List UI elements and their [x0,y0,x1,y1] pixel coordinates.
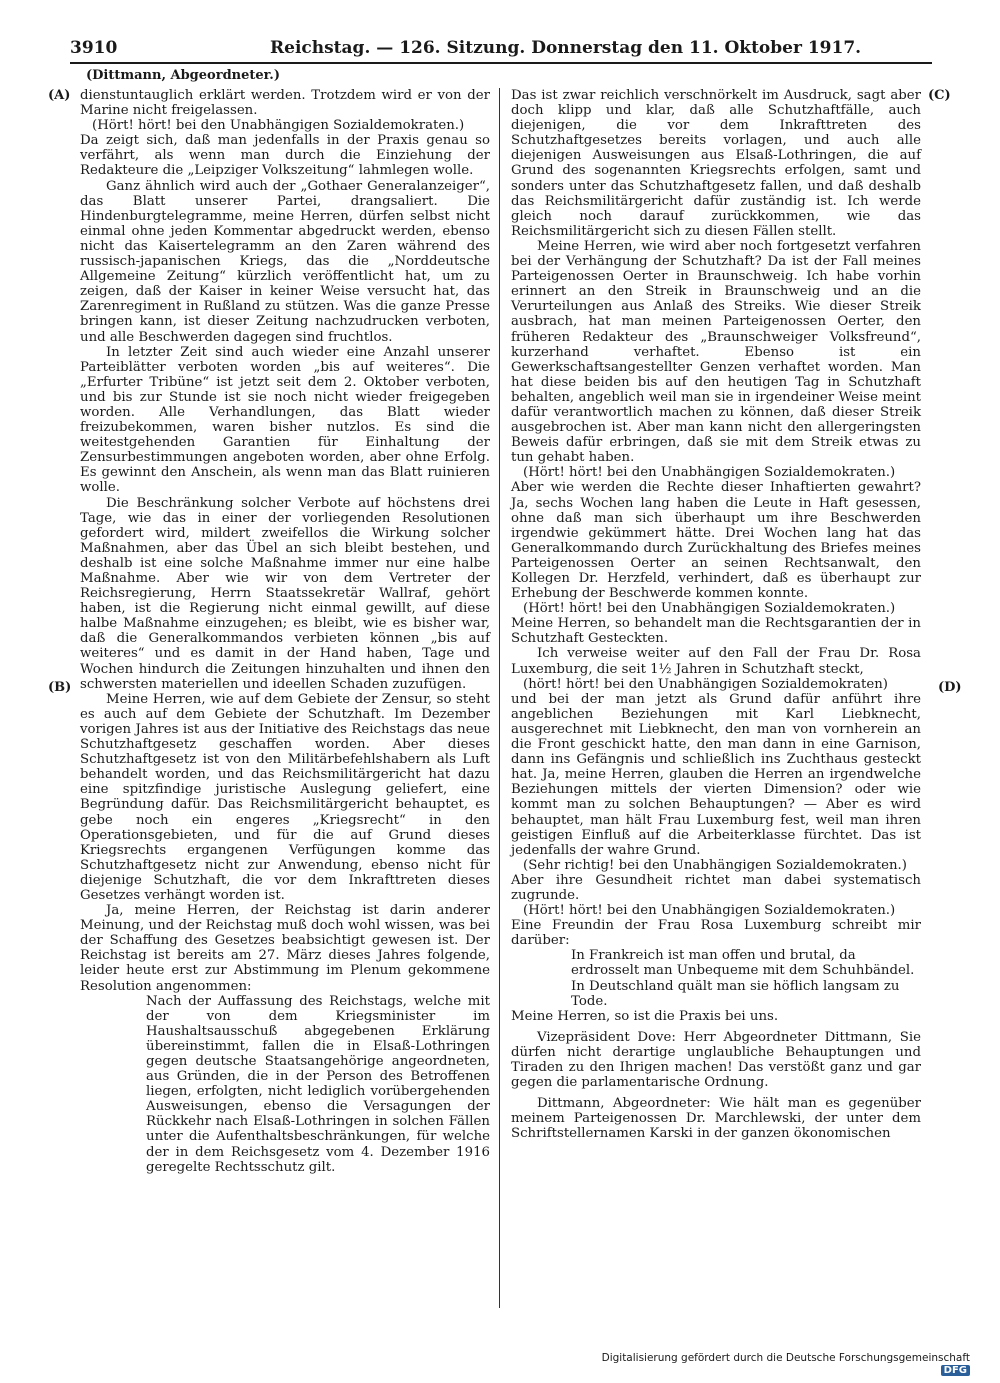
paragraph: Die Beschränkung solcher Verbote auf höchstens drei Tage, wie das in einer der vorliegenden Resolutionen gefordert wird, mildert zweifellos die Wirkung solcher Maßnahmen, aber das Übel an sich bleibt bestehen, und deshalb ist eine solche Maßnahme immer nur eine halbe Maßnahme. Aber wie wir von dem Vertreter der Reichsregierung, Herrn Staatssekretär Wallraf, gehört haben, ist die Regierung nicht einmal gewillt, auf diese halbe Maßnahme einzugehen; es bleibt, wie es bisher war, daß die Generalkommandos verbieten können „bis auf weiteres“ und es damit in der Hand haben, Tage und Wochen hindurch die Zeitungen hinzuhalten und ihnen den schwersten materiellen und ideellen Schaden zuzufügen. [80,495,490,692]
page-header [70,36,932,64]
resolution-quote: Nach der Auffassung des Reichstags, welche mit der von dem Kriegsminister im Haushaltsausschuß abgegebenen Erklärung übereinstimmt, fallen die in Elsaß-Lothringen gegen deutsche Staatsangehörige angeordneten, aus Gründen, die in der Person des Betroffenen liegen, erfolgten, nicht lediglich vorübergehenden Ausweisungen, ebenso die Versagungen der Rückkehr nach Elsaß-Lothringen in solchen Fällen unter die Aufenthaltsbeschränkungen, für welche der in dem Reichsgesetz vom 4. Dezember 1916 geregelte Rechtsschutz gilt. [146,993,490,1175]
right-column [511,88,921,1141]
interjection: (Sehr richtig! bei den Unabhängigen Sozialdemokraten.) [523,857,907,873]
vice-president-remark: Vizepräsident Dove: Herr Abgeordneter Dittmann, Sie dürfen nicht derartige unglaubliche Behauptungen und Tiraden zu den Ihrigen machen! Das verstößt ganz und gar gegen die parlamentarische Ordnung. [511,1029,921,1091]
paragraph: und bei der man jetzt als Grund dafür anführt ihre angeblichen Beziehungen mit Karl Liebknecht, ausgerechnet mit Liebknecht, den man von vornherein an die Front geschickt hatte, den man dann in eine Garnison, dann ins Gefängnis und schließlich ins Zuchthaus gesteckt hat. Ja, meine Herren, glauben die Herren an irgendwelche Beziehungen mittels der vierten Dimension? oder wie kommt man zu solchen Behauptungen? — Aber es wird behauptet, man hält Frau Luxemburg fest, weil man ihren geistigen Einfluß auf die Arbeiterklasse fürchtet. Das ist jedenfalls der wahre Grund. [511,691,921,858]
letter-quote: In Frankreich ist man offen und brutal, da erdrosselt man Unbequeme mit dem Schuhbändel. In Deutschland quält man sie höflich langsam zu Tode. [571,948,915,1009]
interjection: (Hört! hört! bei den Unabhängigen Sozialdemokraten.) [523,903,896,919]
paragraph: Meine Herren, so ist die Praxis bei uns. [511,1008,779,1024]
paragraph: Ja, meine Herren, der Reichstag ist darin anderer Meinung, und der Reichstag muß doch wohl wissen, was bei der Schaffung des Gesetzes beabsichtigt gewesen ist. Der Reichstag ist bereits am 27. März dieses Jahres folgende, leider heute erst zur Abstimmung im Plenum gekommene Resolution angenommen: [80,903,490,994]
paragraph: In letzter Zeit sind auch wieder eine Anzahl unserer Parteiblätter verboten worden „bis auf weiteres“. Die „Erfurter Tribüne“ ist jetzt seit dem 2. Oktober verboten, und bis zur Stunde ist sie noch nicht wieder freigegeben worden. Alle Verhandlungen, das Blatt wieder freizubekommen, waren bisher nutzlos. Es sind die weitestgehenden Garantien für Einhaltung der Zensurbestimmungen angeboten worden, aber ohne Erfolg. Es gewinnt den Anschein, als wenn man das Blatt ruinieren wolle. [80,344,490,496]
paragraph: dienstuntauglich erklärt werden. Trotzdem wird er von der Marine nicht freigelassen. [80,88,490,119]
paragraph: Ich verweise weiter auf den Fall der Frau Dr. Rosa Luxemburg, die seit 1½ Jahren in Schutzhaft steckt, [511,646,921,677]
footer-text: Digitalisierung gefördert durch die Deutsche Forschungsgemeinschaft [601,1352,970,1364]
running-head: Reichstag. — 126. Sitzung. Donnerstag den 11. Oktober 1917. [270,38,862,58]
paragraph: Eine Freundin der Frau Rosa Luxemburg schreibt mir darüber: [511,918,921,949]
margin-mark-a: (A) [48,88,71,103]
paragraph: Da zeigt sich, daß man jedenfalls in der Praxis genau so verfährt, als wenn man durch die Einziehung der Redakteure die „Leipziger Volkszeitung“ lahmlegen wolle. [80,133,490,179]
column-divider [499,88,500,1308]
interjection: (Hört! hört! bei den Unabhängigen Sozialdemokraten.) [523,465,896,481]
page-number: 3910 [70,38,118,58]
paragraph: Meine Herren, so behandelt man die Rechtsgarantien der in Schutzhaft Gesteckten. [511,616,921,647]
paragraph: Ganz ähnlich wird auch der „Gothaer Generalanzeiger“, das Blatt unserer Partei, drangsaliert. Die Hindenburgtelegramme, meine Herren, dürfen selbst nicht einmal ohne jeden Kommentar abgedruckt werden, ebenso nicht das Kaisertelegramm an den Zaren während des russisch-japanischen Kriegs, das die „Norddeutsche Allgemeine Zeitung“ kürzlich veröffentlicht hat, um zu zeigen, daß der Kaiser in keiner Weise versucht hat, das Zarenregiment in Rußland zu stützen. Was die ganze Presse bringen kann, ist dieser Zeitung nachzudrucken verboten, und alle Beschwerden dagegen sind fruchtlos. [80,178,490,345]
speaker-note: (Dittmann, Abgeordneter.) [86,68,280,83]
margin-mark-d: (D) [938,680,962,695]
left-column [80,88,490,1175]
paragraph: Aber wie werden die Rechte dieser Inhaftierten gewahrt? Ja, sechs Wochen lang haben die Leute in Haft gesessen, ohne daß man sich überhaupt um ihre Beschwerden irgendwie gekümmert hätte. Drei Wochen lang hat das Generalkommando durch Zurückhaltung des Briefes meines Parteigenossen Oerter an seinen Rechtsanwalt, den Kollegen Dr. Herzfeld, verhindert, daß es überhaupt zur Erhebung der Beschwerde kommen konnte. [511,480,921,602]
digitization-footer [600,1352,970,1376]
paragraph: Meine Herren, wie auf dem Gebiete der Zensur, so steht es auch auf dem Gebiete der Schutzhaft. Im Dezember vorigen Jahres ist aus der Initiative des Reichstags das neue Schutzhaftgesetz geschaffen worden. Aber dieses Schutzhaftgesetz ist von den Militärbefehlshabern als Luft behandelt worden, und das Reichsmilitärgericht hat dazu eine spitzfindige juristische Auslegung geliefert, eine Begründung dafür. Das Reichsmilitärgericht behauptet, es gebe noch ein engeres „Kriegsrecht“ in den Operationsgebieten, und für die auf Grund dieses Kriegsrechts ergangenen Verfügungen komme das Schutzhaftgesetz nicht zur Anwendung, ebenso nicht für diejenige Schutzhaft, die vor dem Inkrafttreten dieses Gesetzes verhängt worden ist. [80,691,490,903]
margin-mark-b: (B) [48,680,72,695]
interjection: (Hört! hört! bei den Unabhängigen Sozialdemokraten.) [92,118,465,134]
interjection: (Hört! hört! bei den Unabhängigen Sozialdemokraten.) [523,601,896,617]
paragraph: Das ist zwar reichlich verschnörkelt im Ausdruck, sagt aber doch klipp und klar, daß alle Schutzhaftfälle, auch diejenigen, die vor dem Inkrafttreten des Schutzhaftgesetzes bereits vorlagen, und auch alle diejenigen Ausweisungen aus Elsaß-Lothringen, die auf Grund des sogenannten Kriegsrechts erfolgen, samt und sonders unter das Schutzhaftgesetz fallen, und daß deshalb das Reichsmilitärgericht dafür zuständig ist. Ich werde gleich noch darauf zurückkommen, wie das Reichsmilitärgericht sich zu diesen Fällen stellt. [511,88,921,239]
speaker-paragraph: Dittmann, Abgeordneter: Wie hält man es gegenüber meinem Parteigenossen Dr. Marchlewski, der unter dem Schriftstellernamen Karski in der ganzen ökonomischen [511,1096,921,1142]
interjection: (hört! hört! bei den Unabhängigen Sozialdemokraten) [523,676,888,692]
paragraph: Meine Herren, wie wird aber noch fortgesetzt verfahren bei der Verhängung der Schutzhaft? Da ist der Fall meines Parteigenossen Oerter in Braunschweig. Ich habe vorhin erinnert an den Streik in Braunschweig und an die Verurteilungen aus Anlaß des Streiks. Wie dieser Streik ausbrach, hat man meinen Parteigenossen Oerter, den früheren Redakteur des „Braunschweiger Volksfreund“, kurzerhand verhaftet. Ebenso ist ein Gewerkschaftsangestellter Genzen verhaftet worden. Man hat diese beiden bis auf den heutigen Tag in Schutzhaft behalten, angeblich weil man sie in irgendeiner Weise meint dafür verantwortlich machen zu können, daß dieser Streik ausgebrochen ist. Aber man kann nicht den allergeringsten Beweis dafür erbringen, daß sie mit dem Streik etwas zu tun gehabt haben. [511,238,921,466]
paragraph: Aber ihre Gesundheit richtet man dabei systematisch zugrunde. [511,872,921,903]
dfg-logo: DFG [941,1365,970,1376]
margin-mark-c: (C) [928,88,951,103]
